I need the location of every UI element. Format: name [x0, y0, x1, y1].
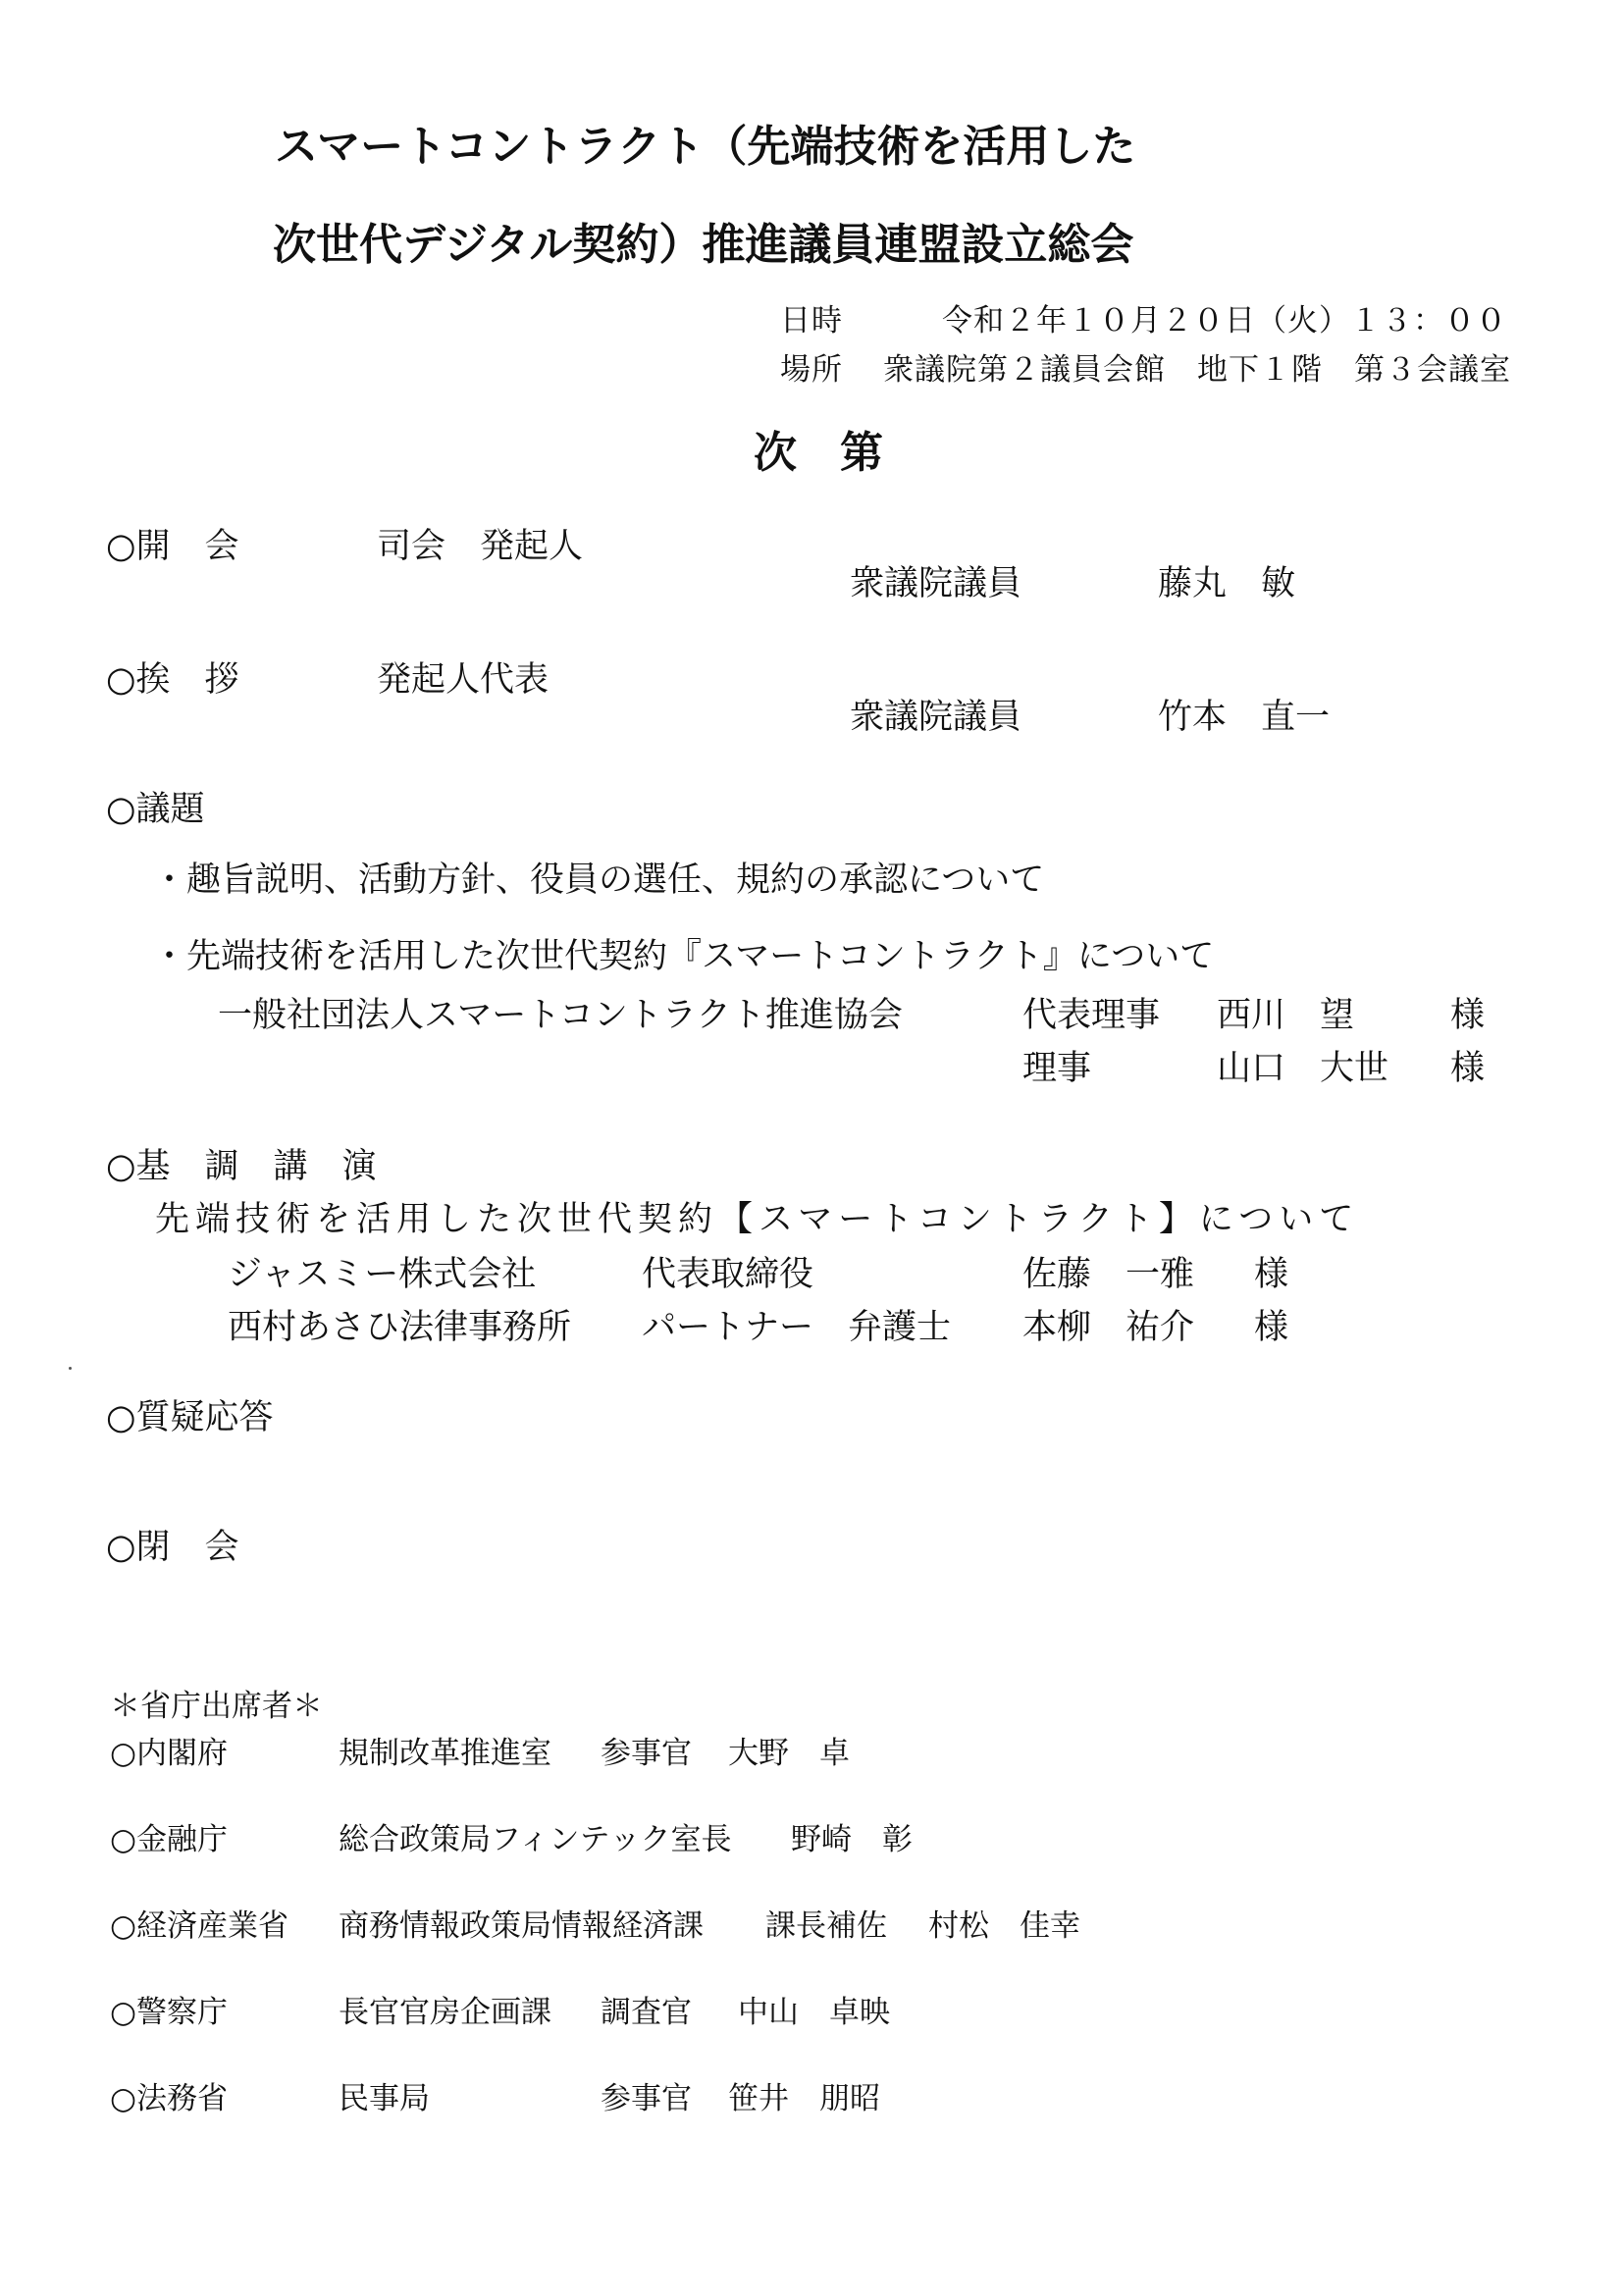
ministry-name: ○金融庁: [110, 1822, 229, 1857]
ministry-name: ○警察庁: [110, 1995, 229, 2030]
greeting-label: ○挨 拶: [106, 660, 239, 700]
opening-label: ○開 会: [106, 527, 239, 566]
opening-member-name: 藤丸 敏: [1158, 564, 1296, 603]
keynote-org-1: ジャスミー株式会社: [228, 1255, 537, 1294]
keynote-position-2: パートナー 弁護士: [642, 1308, 952, 1347]
ministry-person: 野崎 彰: [791, 1822, 913, 1857]
ministry-person: 笹井 朋昭: [728, 2081, 880, 2116]
keynote-subject: 先端技術を活用した次世代契約【スマートコントラクト】について: [155, 1200, 1360, 1239]
qa-label: ○質疑応答: [106, 1398, 274, 1437]
title-line-2: 次世代デジタル契約）推進議員連盟設立総会: [273, 220, 1134, 270]
greeting-member-title: 衆議院議員: [850, 698, 1022, 737]
ministry-dept: 長官官房企画課: [339, 1995, 551, 2030]
agenda-heading: 次 第: [754, 428, 883, 478]
keynote-org-2: 西村あさひ法律事務所: [228, 1308, 572, 1347]
opening-member-title: 衆議院議員: [850, 564, 1022, 603]
ministry-position: 参事官: [601, 1736, 692, 1771]
keynote-honorific-2: 様: [1254, 1308, 1289, 1347]
ministry-position: 参事官: [601, 2081, 692, 2116]
closing-label: ○閉 会: [106, 1528, 239, 1567]
date-value: 令和２年１０月２０日（火）１３：００: [942, 303, 1507, 339]
topic-position-1: 代表理事: [1022, 996, 1161, 1035]
ministry-person: 中山 卓映: [738, 1995, 890, 2030]
topic-name-1: 西川 望: [1217, 996, 1355, 1035]
topic-honorific-1: 様: [1450, 996, 1486, 1035]
ministry-position: 課長補佐: [765, 1908, 887, 1944]
ministry-person: 村松 佳幸: [928, 1908, 1080, 1944]
topics-label: ○議題: [106, 790, 205, 829]
ministry-person: 大野 卓: [728, 1736, 850, 1771]
greeting-role: 発起人代表: [377, 660, 550, 700]
keynote-name-2: 本柳 祐介: [1022, 1308, 1195, 1347]
ministry-position: 調査官: [601, 1995, 692, 2030]
date-label: 日時: [780, 303, 843, 339]
topic-org: 一般社団法人スマートコントラクト推進協会: [218, 996, 903, 1035]
topic-position-2: 理事: [1022, 1049, 1092, 1088]
ministry-name: ○経済産業省: [110, 1908, 289, 1944]
topic-item-1: ・趣旨説明、活動方針、役員の選任、規約の承認について: [152, 861, 1045, 900]
topic-honorific-2: 様: [1450, 1049, 1486, 1088]
ministry-dept: 商務情報政策局情報経済課: [339, 1908, 704, 1944]
title-line-1: スマートコントラクト（先端技術を活用した: [275, 122, 1136, 172]
ministry-dept: 民事局: [339, 2081, 430, 2116]
keynote-honorific-1: 様: [1254, 1255, 1289, 1294]
ministry-dept: 総合政策局フィンテック室長: [339, 1822, 732, 1857]
topic-item-2: ・先端技術を活用した次世代契約『スマートコントラクト』について: [152, 937, 1215, 976]
ministry-name: ○法務省: [110, 2081, 229, 2116]
ministry-dept: 規制改革推進室: [339, 1736, 551, 1771]
topic-name-2: 山口 大世: [1217, 1049, 1389, 1088]
ministries-heading: ＊省庁出席者＊: [110, 1689, 323, 1724]
scan-speck: [69, 1367, 72, 1370]
place-label: 場所: [780, 352, 843, 388]
keynote-position-1: 代表取締役: [642, 1255, 814, 1294]
greeting-member-name: 竹本 直一: [1158, 698, 1331, 737]
opening-role: 司会 発起人: [377, 527, 584, 566]
ministry-name: ○内閣府: [110, 1736, 229, 1771]
keynote-label: ○基 調 講 演: [106, 1147, 377, 1186]
keynote-name-1: 佐藤 一雅: [1022, 1255, 1195, 1294]
place-value: 衆議院第２議員会館 地下１階 第３会議室: [883, 352, 1511, 388]
